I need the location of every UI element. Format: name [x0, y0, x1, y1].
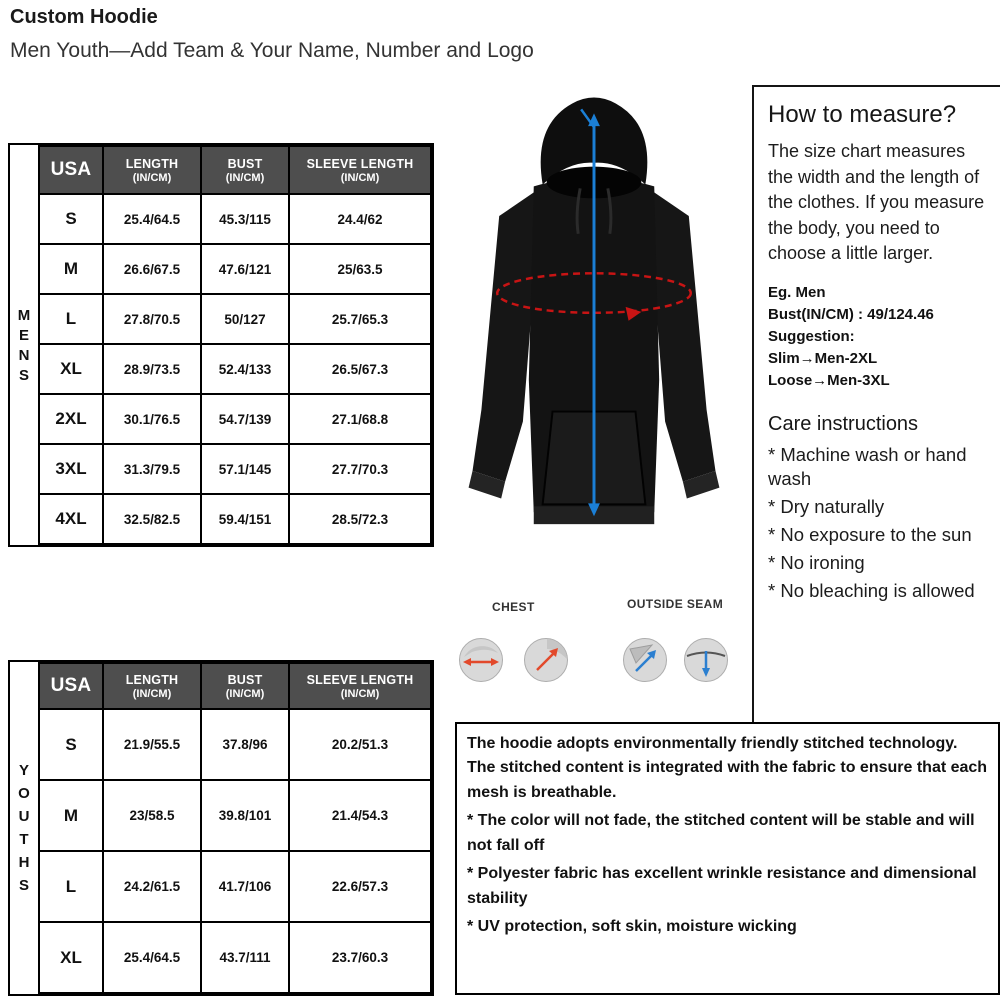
size-row	[39, 709, 431, 780]
group-letter: U	[18, 808, 30, 825]
size-label-cell: XL	[39, 344, 103, 394]
how-to-measure-panel	[752, 85, 1000, 722]
youths-group-label	[10, 662, 38, 994]
group-letter: N	[18, 346, 30, 364]
size-label-cell: 2XL	[39, 394, 103, 444]
outside-seam-fold-icon	[622, 637, 668, 683]
measurement-cell: 32.5/82.5	[103, 494, 201, 544]
size-row	[39, 344, 431, 394]
hoodie-illustration	[436, 82, 752, 594]
description-bullet: * UV protection, soft skin, moisture wicking	[467, 918, 797, 936]
column-header-usa: USA	[39, 146, 103, 194]
size-label-cell: XL	[39, 922, 103, 993]
care-item: * No exposure to the sun	[768, 523, 972, 545]
measurement-cell: 23/58.5	[103, 780, 201, 851]
page-header	[10, 6, 534, 63]
care-item: * No ironing	[768, 551, 865, 573]
measurement-cell: 59.4/151	[201, 494, 289, 544]
measurement-cell: 47.6/121	[201, 244, 289, 294]
outside-seam-label: OUTSIDE SEAM	[627, 597, 724, 611]
column-header-length: LENGTH (IN/CM)	[103, 146, 201, 194]
page-subtitle: Men Youth—Add Team & Your Name, Number and Logo	[10, 39, 534, 62]
measurement-cell: 52.4/133	[201, 344, 289, 394]
column-header-bust: BUST (IN/CM)	[201, 663, 289, 709]
description-bullet: * Polyester fabric has excellent wrinkle resistance and dimensional stability	[467, 865, 977, 907]
size-label-cell: 3XL	[39, 444, 103, 494]
measurement-cell: 43.7/111	[201, 922, 289, 993]
measurement-cell: 26.5/67.3	[289, 344, 431, 394]
group-letter: S	[18, 877, 29, 894]
measurement-cell: 26.6/67.5	[103, 244, 201, 294]
care-instructions-title: Care instructions	[768, 412, 919, 435]
measurement-cell: 23.7/60.3	[289, 922, 431, 993]
group-letter: E	[18, 326, 29, 344]
mens-size-table	[8, 143, 434, 547]
description-intro: The hoodie adopts environmentally friendly stitched technology. The stitched content is integrated with the fabric to ensure that each mesh is breathable.	[467, 735, 988, 801]
measurement-cell: 20.2/51.3	[289, 709, 431, 780]
size-row	[39, 444, 431, 494]
size-label-cell: S	[39, 709, 103, 780]
measurement-cell: 24.2/61.5	[103, 851, 201, 922]
size-row	[39, 780, 431, 851]
column-header-usa: USA	[39, 663, 103, 709]
group-letter: Y	[18, 762, 29, 779]
column-header-length: LENGTH (IN/CM)	[103, 663, 201, 709]
measurement-cell: 25.4/64.5	[103, 922, 201, 993]
chest-measure-icon	[523, 637, 569, 683]
mens-group-label	[10, 145, 38, 545]
how-to-measure-body: The size chart measures the width and the length of the clothes. If you measure the body, you need to choose a little larger.	[768, 141, 985, 264]
sizing-example	[768, 282, 994, 393]
measurement-cell: 24.4/62	[289, 194, 431, 244]
size-label-cell: S	[39, 194, 103, 244]
measurement-cell: 39.8/101	[201, 780, 289, 851]
group-letter: M	[17, 306, 31, 324]
care-item: * Dry naturally	[768, 495, 885, 517]
size-label-cell: L	[39, 294, 103, 344]
size-row	[39, 294, 431, 344]
youths-size-table	[8, 660, 434, 996]
example-line: Bust(IN/CM) : 49/124.46	[768, 305, 934, 323]
care-item: * Machine wash or hand wash	[768, 443, 967, 489]
size-label-cell: L	[39, 851, 103, 922]
measurement-cell: 27.1/68.8	[289, 394, 431, 444]
column-header-sleeve-length: SLEEVE LENGTH (IN/CM)	[289, 146, 431, 194]
chest-label: CHEST	[492, 600, 535, 614]
measurement-cell: 54.7/139	[201, 394, 289, 444]
care-instructions-list	[768, 443, 994, 603]
size-label-cell: M	[39, 244, 103, 294]
measurement-cell: 25.7/65.3	[289, 294, 431, 344]
example-line: Suggestion:	[768, 328, 855, 346]
hoodie-product-image	[436, 82, 752, 594]
page-title: Custom Hoodie	[10, 6, 158, 28]
group-letter: T	[19, 831, 29, 848]
measurement-cell: 25/63.5	[289, 244, 431, 294]
header-row	[39, 663, 431, 709]
measurement-cell: 50/127	[201, 294, 289, 344]
measurement-cell: 25.4/64.5	[103, 194, 201, 244]
mens-size-grid	[38, 145, 432, 545]
measurement-cell: 45.3/115	[201, 194, 289, 244]
size-label-cell: M	[39, 780, 103, 851]
measurement-cell: 31.3/79.5	[103, 444, 201, 494]
size-label-cell: 4XL	[39, 494, 103, 544]
measurement-cell: 30.1/76.5	[103, 394, 201, 444]
seam-length-icon	[683, 637, 729, 683]
measurement-cell: 37.8/96	[201, 709, 289, 780]
measurement-cell: 21.4/54.3	[289, 780, 431, 851]
example-line: Loose→Men-3XL	[768, 372, 890, 390]
header-row	[39, 146, 431, 194]
measurement-cell: 22.6/57.3	[289, 851, 431, 922]
example-line: Slim→Men-2XL	[768, 350, 878, 368]
size-row	[39, 494, 431, 544]
measurement-cell: 27.7/70.3	[289, 444, 431, 494]
measurement-cell: 28.5/72.3	[289, 494, 431, 544]
chest-width-icon	[458, 637, 504, 683]
product-description-box	[455, 722, 1000, 995]
size-row	[39, 194, 431, 244]
measurement-cell: 57.1/145	[201, 444, 289, 494]
measurement-cell: 41.7/106	[201, 851, 289, 922]
how-to-measure-title: How to measure?	[768, 101, 957, 128]
group-letter: O	[18, 785, 30, 802]
measurement-cell: 28.9/73.5	[103, 344, 201, 394]
group-letter: H	[18, 854, 30, 871]
care-item: * No bleaching is allowed	[768, 579, 975, 601]
size-row	[39, 244, 431, 294]
size-row	[39, 922, 431, 993]
column-header-sleeve-length: SLEEVE LENGTH (IN/CM)	[289, 663, 431, 709]
youths-size-grid	[38, 662, 432, 994]
measurement-cell: 27.8/70.5	[103, 294, 201, 344]
size-row	[39, 394, 431, 444]
description-bullet: * The color will not fade, the stitched content will be stable and will not fall off	[467, 812, 975, 854]
example-line: Eg. Men	[768, 283, 826, 301]
size-row	[39, 851, 431, 922]
measurement-cell: 21.9/55.5	[103, 709, 201, 780]
column-header-bust: BUST (IN/CM)	[201, 146, 289, 194]
group-letter: S	[18, 366, 29, 384]
